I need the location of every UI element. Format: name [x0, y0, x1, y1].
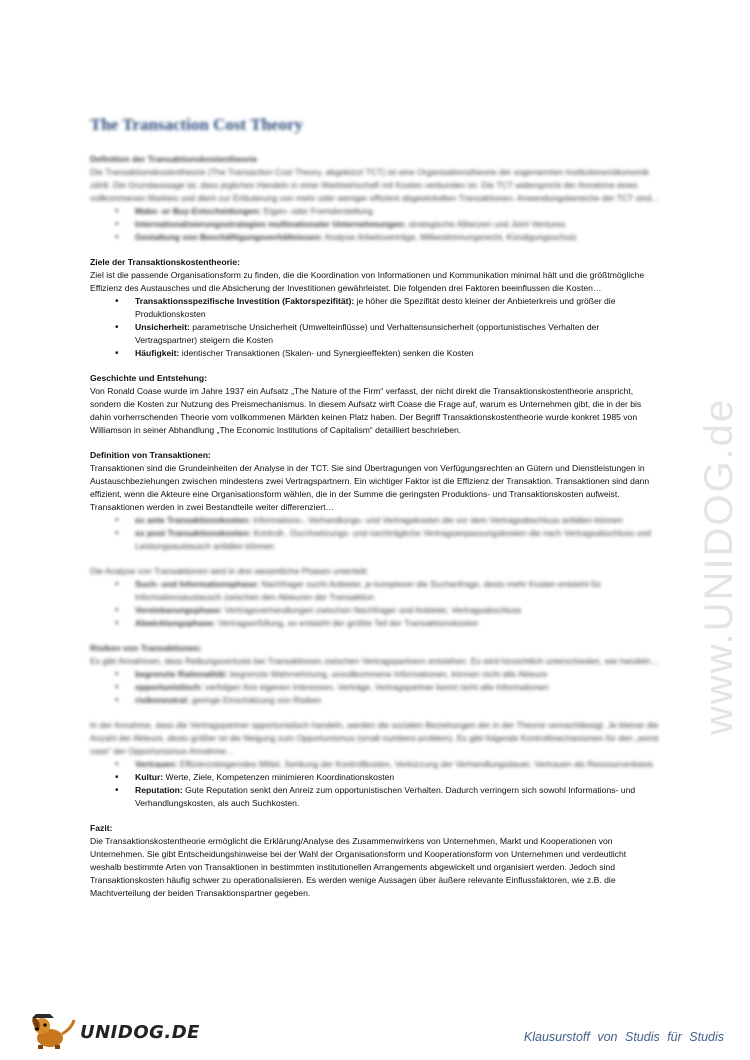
list-item: • ex post Transaktionskosten: Kontroll-, Durchsetzungs- und nachträgliche Vertragsanpassungskosten die nach Vertragsabschluss und Leistungsaustausch anfallen können [135, 527, 660, 553]
section-definition-transaktionen [90, 449, 660, 553]
section-paragraph: In der Annahme, dass die Vertragspartner opportunistisch handeln, werden die sozialen Beziehungen der in der Theorie vernachlässigt. Je kleiner die Anzahl der Akteure, desto größer ist die Neigung zum Opportunismus (small numbers problem). Es gibt folgende Kontrollmechanismen für den „worst case“ der Opportunismus-Annahme… [90, 720, 659, 756]
list-item: • Häufigkeit: identischer Transaktionen (Skalen- und Synergieeffekten) senken die Kosten [135, 347, 660, 360]
section-risiken [90, 642, 660, 707]
section-heading: Risiken von Transaktionen: [90, 643, 202, 653]
list-item: • Vereinbarungsphase: Vertragsverhandlungen zwischen Nachfrager und Anbieter, Vertragsabschluss [135, 604, 660, 617]
list-item: • ex ante Transaktionskosten: Informations-, Verhandlungs- und Vertragskosten die vor dem Vertragsabschluss anfallen können [135, 514, 660, 527]
section-paragraph: Es gibt Annahmen, dass Reibungsverluste bei Transaktionen zwischen Vertragspartnern entstehen. Es wird hinsichtlich unterschieden, wie handeln… [90, 656, 659, 666]
section-heading: Ziele der Transaktionskostentheorie: [90, 257, 240, 267]
section-paragraph: Ziel ist die passende Organisationsform zu finden, die die Koordination von Informationen und Kommunikation minimal hält und die größtmögliche Effizienz des Austausches und die Absicherung der Investitionen gewährleistet. Die folgenden drei Faktoren beeinflussen die Kosten… [90, 270, 645, 293]
footer-slogan: Klausurstoff von Studis für Studis [523, 1030, 724, 1044]
section-paragraph: Die Transaktionskostentheorie (The Transaction Cost Theory, abgekürzt TCT) ist eine Organisationstheorie der sogenannten Institutionenökonomik zählt. Die Grundaussage ist, dass jegliches Handeln in einer Marktwirtschaft mit Kosten verbunden ist. Die TCT widerspricht der Annahme eines vollkommenen Marktes und dient zur Erläuterung von mehr oder weniger effizient abgewickelten Transaktionen. Anwendungsbereiche der TCT sind… [90, 167, 660, 203]
list-item: • Unsicherheit: parametrische Unsicherheit (Umwelteinflüsse) und Verhaltensunsicherheit (opportunistisches Verhalten der Vertragspartner) steigern die Kosten [135, 321, 660, 347]
footer-logo[interactable] [28, 1014, 198, 1050]
document-title: The Transaction Cost Theory [90, 115, 303, 134]
list-item: • begrenzte Rationalität: begrenzte Wahrnehmung, unvollkommene Informationen, können nicht alle Akteure [135, 668, 660, 681]
section-geschichte [90, 372, 660, 437]
section-heading: Fazit: [90, 823, 113, 833]
list-item: • risikoneutral: geringe Einschätzung von Risiken [135, 694, 660, 707]
section-paragraph: Die Transaktionskostentheorie ermöglicht die Erklärung/Analyse des Zusammenwirkens von Unternehmen, Markt und Kooperationen von Unternehmen. Sie gibt Entscheidungshinweise bei der Wahl der Organisationsform und Kooperationsform von Unternehmen und verdeutlicht weshalb bestimmte Arten von Transaktionen in bestimmten institutionellen Arrangements abgewickelt und organisiert werden. Jedoch sind Transaktionskosten häufig schwer zu operationalisieren. Es werden wenige Aussagen über äußere relevante Einflussfaktoren, wie z.B. die Machtverteilung der beiden Transaktionspartner gegeben. [90, 836, 627, 898]
list-item: • Kultur: Werte, Ziele, Kompetenzen minimieren Koordinationskosten [135, 771, 660, 784]
section-phasen [90, 565, 660, 630]
section-heading: Geschichte und Entstehung: [90, 373, 207, 383]
bullet-list [90, 578, 660, 630]
list-item: • Vertrauen: Effizienzsteigerndes Mittel, Senkung der Kontrollkosten, Verkürzung der Verhandlungsdauer, Vertrauen als Ressourcenbasis [135, 758, 660, 771]
list-item: • Reputation: Gute Reputation senkt den Anreiz zum opportunistischen Verhalten. Dadurch verringern sich sowohl Informations- und Verhandlungskosten, als auch Suchkosten. [135, 784, 660, 810]
section-kontrollmechanismen [90, 719, 660, 810]
section-fazit [90, 822, 660, 900]
bullet-list [90, 514, 660, 553]
section-paragraph: Transaktionen sind die Grundeinheiten der Analyse in der TCT. Sie sind Übertragungen von Verfügungsrechten an Gütern und Dienstleistungen in Austauschbeziehungen zwischen mindestens zwei Vertragspartnern. Ein wichtiger Faktor ist die Effizienz der Transaktion. Transaktionen sind dann effizient, wenn die Akteure eine Organisationsform wählen, die in der Summe die geringsten Produktions- und Transaktionskosten aufweist. Transaktionen werden in zwei Bestandteile weiter differenziert… [90, 463, 650, 512]
list-item: • Gestaltung von Beschäftigungsverhältnissen: Analyse Arbeitsverträge, Mitbestimmungsrecht, Kündigungsschutz [135, 231, 660, 244]
section-heading: Definition von Transaktionen: [90, 450, 211, 460]
list-item: • Such- und Informationsphase: Nachfrager sucht Anbieter, je komplexer die Suchanfrage, desto mehr Kosten entsteht für Informationsaustausch zwischen den Akteuren der Transaktion [135, 578, 660, 604]
bullet-list [90, 758, 660, 810]
bullet-list [90, 295, 660, 360]
list-item: • opportunistisch: verfolgen ihre eigenen Interessen, Verträge, Vertragspartner kennt nicht alle Informationen [135, 681, 660, 694]
document-body [90, 115, 660, 912]
section-definition-tct [90, 153, 660, 244]
list-item: • Make- or Buy-Entscheidungen: Eigen- oder Fremderstellung [135, 205, 660, 218]
watermark-text: www.UNIDOG.de [697, 397, 741, 735]
bullet-list [90, 205, 660, 244]
logo-text: UNIDOG.DE [80, 1022, 200, 1043]
list-item: • Transaktionsspezifische Investition (Faktorspezifität): je höher die Spezifität desto kleiner der Anbieterkreis und größer die Produktionskosten [135, 295, 660, 321]
list-item: • Internationalisierungsstrategien multinationaler Unternehmungen: strategische Allianzen und Joint Ventures [135, 218, 660, 231]
section-ziele [90, 256, 660, 360]
dog-mascot-icon [28, 1014, 78, 1050]
watermark [690, 280, 750, 740]
section-heading: Definition der Transaktionskostentheorie [90, 154, 258, 164]
bullet-list [90, 668, 660, 707]
section-paragraph: Von Ronald Coase wurde im Jahre 1937 ein Aufsatz „The Nature of the Firm“ verfasst, der nicht direkt die Transaktionskostentheorie anspricht, sondern die Kosten zur Nutzung des Preismechanismus. In diesem Aufsatz wirft Coase die Frage auf, warum es Unternehmen gibt, die in der bis dahin vorherrschenden Theorie vom vollkommenen Märkten keinen Platz haben. Der Begriff Transaktionskostentheorie wurde konkret 1985 von Williamson in seiner Abhandlung „The Economic Institutions of Capitalism“ detailliert beschrieben. [90, 386, 642, 435]
list-item: • Abwicklungsphase: Vertragserfüllung, es entsteht der größte Teil der Transaktionskosten [135, 617, 660, 630]
section-paragraph: Die Analyse von Transaktionen wird in drei wesentliche Phasen unterteilt: [90, 566, 369, 576]
